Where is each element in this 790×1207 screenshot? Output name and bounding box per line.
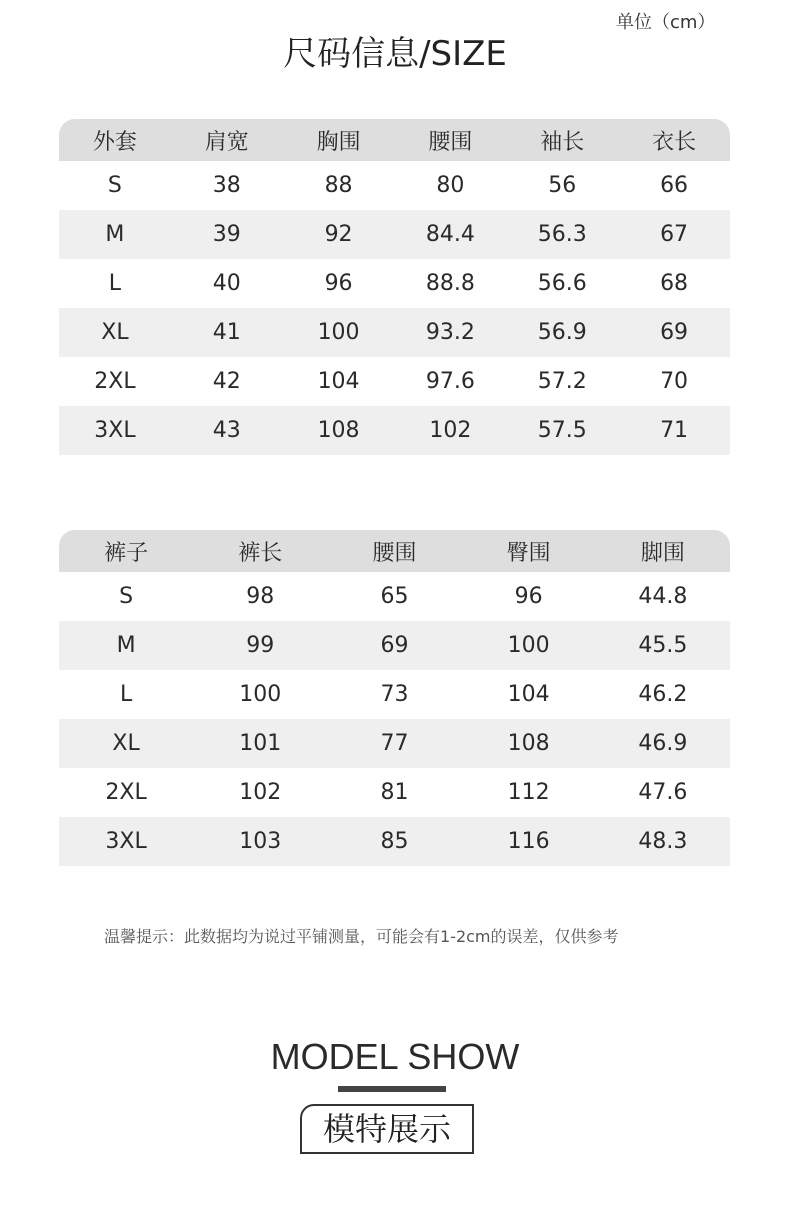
table-cell: 47.6 — [638, 780, 688, 805]
table-cell: 112 — [507, 780, 550, 805]
table-cell: 104 — [507, 682, 550, 707]
table-cell: 57.5 — [506, 406, 618, 455]
table-cell: 43 — [171, 406, 283, 455]
table-cell: 56 — [548, 173, 577, 198]
table-cell: 42 — [212, 369, 241, 394]
table-cell: 67 — [618, 210, 730, 259]
model-show-title: MODEL SHOW — [270, 1036, 520, 1077]
table-row — [59, 308, 730, 357]
table-cell: 101 — [193, 719, 327, 768]
table-cell: 80 — [436, 173, 465, 198]
header-cell: 腰围 — [327, 530, 461, 572]
table-cell: L — [108, 271, 122, 296]
table-cell: M — [59, 621, 193, 670]
header-cell: 外套 — [59, 119, 171, 161]
table-cell: 40 — [212, 271, 241, 296]
table-cell: 71 — [618, 406, 730, 455]
header-cell: 肩宽 — [171, 119, 283, 161]
table-row — [59, 621, 730, 670]
table-cell: 73 — [380, 682, 409, 707]
header-cell: 衣长 — [618, 119, 730, 161]
table-cell: 44.8 — [638, 584, 688, 609]
page-title: 尺码信息/SIZE — [283, 34, 507, 74]
table-cell: 104 — [317, 369, 360, 394]
table-cell: 3XL — [59, 817, 193, 866]
table-cell: XL — [59, 308, 171, 357]
table-row — [59, 259, 730, 308]
table-cell: S — [119, 584, 134, 609]
table-cell: 46.9 — [596, 719, 730, 768]
model-show-subtitle: 模特展示 — [300, 1104, 474, 1154]
table-row — [59, 406, 730, 455]
table-cell: 77 — [327, 719, 461, 768]
table-cell: 56.3 — [506, 210, 618, 259]
table-header-row — [59, 119, 730, 161]
table-cell: 100 — [239, 682, 282, 707]
table-cell: 48.3 — [596, 817, 730, 866]
table-cell: 92 — [283, 210, 395, 259]
table-cell: 41 — [171, 308, 283, 357]
table-cell: 39 — [171, 210, 283, 259]
table-cell: 100 — [283, 308, 395, 357]
table-row — [59, 817, 730, 866]
table-cell: 57.2 — [537, 369, 587, 394]
table-cell: 46.2 — [638, 682, 688, 707]
table-cell: M — [59, 210, 171, 259]
header-cell: 脚围 — [596, 530, 730, 572]
table-cell: 103 — [193, 817, 327, 866]
table-cell: 56.6 — [537, 271, 587, 296]
table-cell: 93.2 — [394, 308, 506, 357]
table-cell: 98 — [246, 584, 275, 609]
table-cell: 38 — [212, 173, 241, 198]
table-cell: 56.9 — [506, 308, 618, 357]
table-cell: 45.5 — [596, 621, 730, 670]
table-row — [59, 572, 730, 621]
header-cell: 裤子 — [59, 530, 193, 572]
table-cell: 96 — [514, 584, 543, 609]
table-cell: 2XL — [105, 780, 147, 805]
table-cell: XL — [59, 719, 193, 768]
table-cell: 99 — [193, 621, 327, 670]
table-cell: 3XL — [59, 406, 171, 455]
measurement-note: 温馨提示：此数据均为说过平铺测量，可能会有1-2cm的误差，仅供参考 — [104, 927, 619, 946]
table-cell: 108 — [283, 406, 395, 455]
header-cell: 腰围 — [394, 119, 506, 161]
table-cell: 97.6 — [425, 369, 475, 394]
table-cell: 102 — [394, 406, 506, 455]
table-cell: 96 — [324, 271, 353, 296]
table-cell: 108 — [462, 719, 596, 768]
table-cell: 102 — [239, 780, 282, 805]
table-cell: 65 — [380, 584, 409, 609]
table-cell: 85 — [327, 817, 461, 866]
table-row — [59, 768, 730, 817]
table-cell: 88 — [324, 173, 353, 198]
table-row — [59, 719, 730, 768]
table-cell: 100 — [462, 621, 596, 670]
header-cell: 袖长 — [506, 119, 618, 161]
pants-size-table — [59, 530, 730, 866]
table-cell: 69 — [327, 621, 461, 670]
table-row — [59, 210, 730, 259]
table-row — [59, 670, 730, 719]
table-cell: L — [119, 682, 133, 707]
header-cell: 裤长 — [193, 530, 327, 572]
unit-label: 单位（cm） — [616, 12, 716, 33]
header-cell: 臀围 — [462, 530, 596, 572]
table-cell: 84.4 — [394, 210, 506, 259]
table-cell: 68 — [660, 271, 689, 296]
table-cell: 88.8 — [425, 271, 475, 296]
table-cell: 116 — [462, 817, 596, 866]
table-header-row — [59, 530, 730, 572]
table-row — [59, 357, 730, 406]
header-cell: 胸围 — [283, 119, 395, 161]
table-row — [59, 161, 730, 210]
table-cell: 2XL — [94, 369, 136, 394]
table-cell: 70 — [660, 369, 689, 394]
table-cell: 66 — [660, 173, 689, 198]
table-cell: 69 — [618, 308, 730, 357]
divider-bar — [338, 1086, 446, 1092]
table-cell: S — [107, 173, 122, 198]
table-cell: 81 — [380, 780, 409, 805]
jacket-size-table — [59, 119, 730, 455]
